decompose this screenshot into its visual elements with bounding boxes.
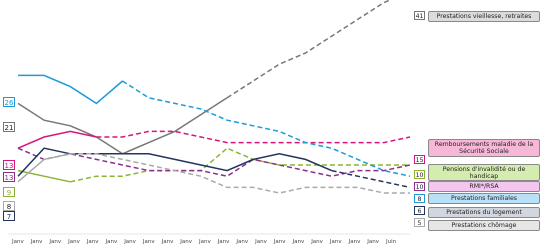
x-tick-label: Janv	[68, 239, 80, 245]
series-line-pensions-d-invalidite-ou-de-handicap-solid	[18, 171, 70, 182]
start-value-badge: 13	[4, 174, 14, 182]
legend-item-rmi-rsa: RMI*/RSA	[428, 181, 540, 192]
x-tick-label: Janv	[199, 239, 211, 245]
x-tick-label: Janv	[30, 239, 43, 245]
legend-item-prestations-chomage: Prestations chômage	[428, 220, 540, 231]
x-tick-label: Janv	[311, 239, 323, 245]
start-value-badge: 26	[4, 99, 14, 107]
series-line-prestations-familiales-solid	[18, 75, 123, 103]
x-tick-labels	[11, 239, 397, 245]
legend-item-remboursements-maladie-de-la-securite-sociale: Remboursements maladie de la Sécurité Sociale	[428, 139, 540, 157]
x-tick-label: Janv	[217, 239, 230, 245]
x-tick-label: Janv	[367, 239, 380, 245]
x-tick-label: Janv	[180, 239, 193, 245]
x-tick-label: Janv	[124, 239, 136, 245]
x-tick-label: Janv	[105, 239, 118, 245]
x-tick-label: Janv	[86, 239, 99, 245]
x-tick-label: Janv	[255, 239, 267, 245]
end-value-badge: 6	[414, 206, 425, 215]
start-value-badge: 7	[3, 211, 15, 221]
x-tick-label: Janv	[236, 239, 249, 245]
x-tick-label: Janv	[348, 239, 361, 245]
series-line-prestations-vieillesse-retraites-dashed	[227, 0, 410, 98]
start-value-badge: 9	[3, 187, 15, 197]
x-tick-label: Janv	[12, 239, 24, 245]
end-value-badge: 15	[415, 157, 424, 164]
series-line-prestations-du-logement-dashed	[332, 171, 410, 188]
x-tick-label: Juin	[386, 239, 397, 245]
start-value-badge: 8	[3, 201, 15, 211]
end-value-badge: 8	[414, 194, 425, 203]
series-line-remboursements-maladie-de-la-securite-sociale-dashed	[96, 131, 410, 142]
end-value-badge: 10	[415, 184, 424, 191]
series-layer	[18, 0, 410, 193]
start-value-badge: 21	[4, 124, 14, 132]
legend-item-pensions-d-invalidite-ou-de-handicap: Pensions d'invalidité ou de handicap	[428, 164, 540, 181]
legend-item-prestations-vieillesse-retraites: Prestations vieillesse, retraites	[428, 11, 540, 22]
legend-item-prestations-du-logement: Prestations du logement	[428, 207, 540, 218]
end-value-badge: 10	[415, 172, 424, 179]
x-tick-label: Janv	[273, 239, 286, 245]
series-line-rmi-rsa-dashed	[18, 148, 410, 176]
x-tick-label: Janv	[292, 239, 305, 245]
legend-item-prestations-familiales: Prestations familiales	[428, 193, 540, 204]
series-line-prestations-du-logement-solid	[18, 148, 332, 176]
series-line-remboursements-maladie-de-la-securite-sociale-solid	[18, 131, 96, 148]
x-tick-label: Janv	[142, 239, 155, 245]
x-tick-label: Janv	[161, 239, 174, 245]
x-tick-label: Janv	[49, 239, 62, 245]
x-tick-label: Janv	[329, 239, 342, 245]
end-value-badge: 5	[414, 218, 425, 227]
end-value-badge: 41	[415, 13, 424, 20]
series-line-prestations-vieillesse-retraites-solid	[18, 98, 227, 154]
start-value-badge: 13	[4, 162, 14, 170]
